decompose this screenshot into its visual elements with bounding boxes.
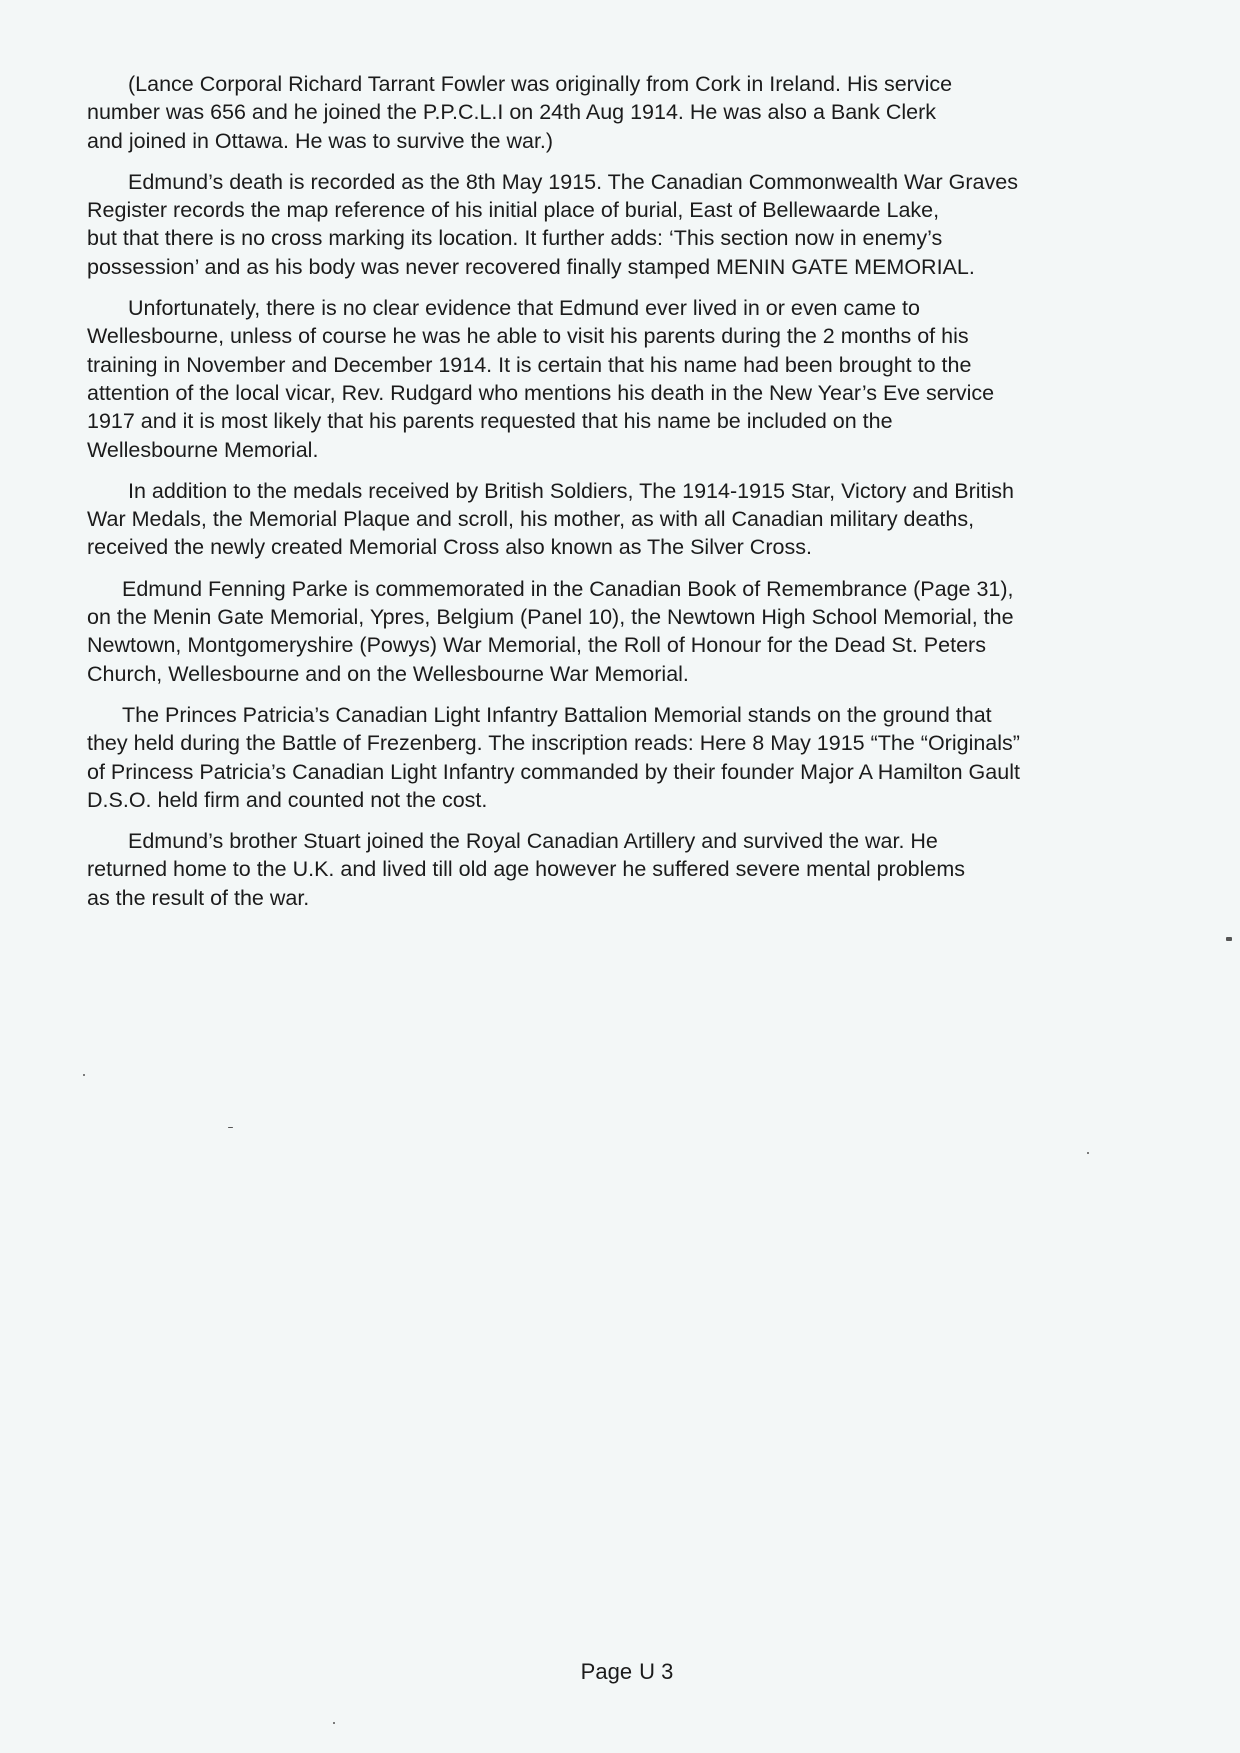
text-line: but that there is no cross marking its location. It further adds: ‘This section now in enemy’s bbox=[87, 226, 943, 251]
text-line: possession’ and as his body was never recovered finally stamped MENIN GATE MEMORIAL. bbox=[87, 254, 975, 279]
scan-speck bbox=[1087, 1152, 1089, 1154]
text-line: Unfortunately, there is no clear evidence that Edmund ever lived in or even came to bbox=[128, 296, 920, 321]
text-line: they held during the Battle of Frezenberg. The inscription reads: Here 8 May 1915 “The “Originals” bbox=[87, 731, 1020, 756]
scan-speck bbox=[333, 1722, 335, 1724]
text-line: War Medals, the Memorial Plaque and scroll, his mother, as with all Canadian military deaths, bbox=[87, 507, 975, 532]
text-line: (Lance Corporal Richard Tarrant Fowler was originally from Cork in Ireland. His service bbox=[128, 72, 953, 96]
text-line: on the Menin Gate Memorial, Ypres, Belgium (Panel 10), the Newtown High School Memorial, the bbox=[87, 605, 1014, 630]
page-label: Page bbox=[580, 1659, 633, 1684]
text-line: Newtown, Montgomeryshire (Powys) War Memorial, the Roll of Honour for the Dead St. Peters bbox=[87, 633, 986, 658]
text-line: 1917 and it is most likely that his parents requested that his name be included on the bbox=[87, 409, 893, 434]
paragraph-death-record bbox=[87, 168, 1192, 281]
text-line: and joined in Ottawa. He was to survive the war.) bbox=[87, 128, 554, 153]
paragraph-commemorations bbox=[87, 575, 1192, 688]
paragraph-medals bbox=[87, 477, 1192, 562]
text-line: Church, Wellesbourne and on the Wellesbourne War Memorial. bbox=[87, 661, 689, 686]
text-line: as the result of the war. bbox=[87, 885, 310, 910]
text-line: In addition to the medals received by British Soldiers, The 1914-1915 Star, Victory and British bbox=[128, 478, 1014, 503]
text-line: Edmund Fenning Parke is commemorated in the Canadian Book of Remembrance (Page 31), bbox=[122, 576, 1014, 601]
text-line: received the newly created Memorial Cross also known as The Silver Cross. bbox=[87, 535, 812, 560]
text-line: of Princess Patricia’s Canadian Light Infantry commanded by their founder Major A Hamilton Gault bbox=[87, 759, 1020, 784]
text-line: Register records the map reference of his initial place of burial, East of Bellewaarde Lake, bbox=[87, 198, 940, 223]
text-line: D.S.O. held firm and counted not the cost. bbox=[87, 787, 488, 812]
paragraph-battalion-memorial bbox=[87, 701, 1192, 814]
text-line: attention of the local vicar, Rev. Rudgard who mentions his death in the New Year’s Eve service bbox=[87, 380, 995, 405]
scan-speck bbox=[228, 1127, 233, 1128]
text-line: Edmund’s death is recorded as the 8th May 1915. The Canadian Commonwealth War Graves bbox=[128, 169, 1018, 194]
paragraph-brother-stuart bbox=[87, 827, 1192, 912]
paragraph-wellesbourne-link bbox=[87, 294, 1192, 464]
scan-speck bbox=[1226, 937, 1232, 941]
text-line: Wellesbourne Memorial. bbox=[87, 437, 319, 462]
paragraph-fowler-note bbox=[87, 70, 1192, 155]
text-line: training in November and December 1914. It is certain that his name had been brought to the bbox=[87, 352, 972, 377]
page-number-footer bbox=[0, 1659, 1240, 1685]
text-line: returned home to the U.K. and lived till old age however he suffered severe mental problems bbox=[87, 857, 966, 882]
text-line: Edmund’s brother Stuart joined the Royal Canadian Artillery and survived the war. He bbox=[128, 829, 938, 854]
text-line: number was 656 and he joined the P.P.C.L.I on 24th Aug 1914. He was also a Bank Clerk bbox=[87, 100, 937, 125]
page-number: U 3 bbox=[639, 1659, 674, 1684]
scan-speck bbox=[83, 1074, 85, 1076]
text-line: The Princes Patricia’s Canadian Light Infantry Battalion Memorial stands on the ground that bbox=[122, 702, 992, 727]
document-body bbox=[87, 70, 1192, 925]
text-line: Wellesbourne, unless of course he was he able to visit his parents during the 2 months of his bbox=[87, 324, 969, 349]
